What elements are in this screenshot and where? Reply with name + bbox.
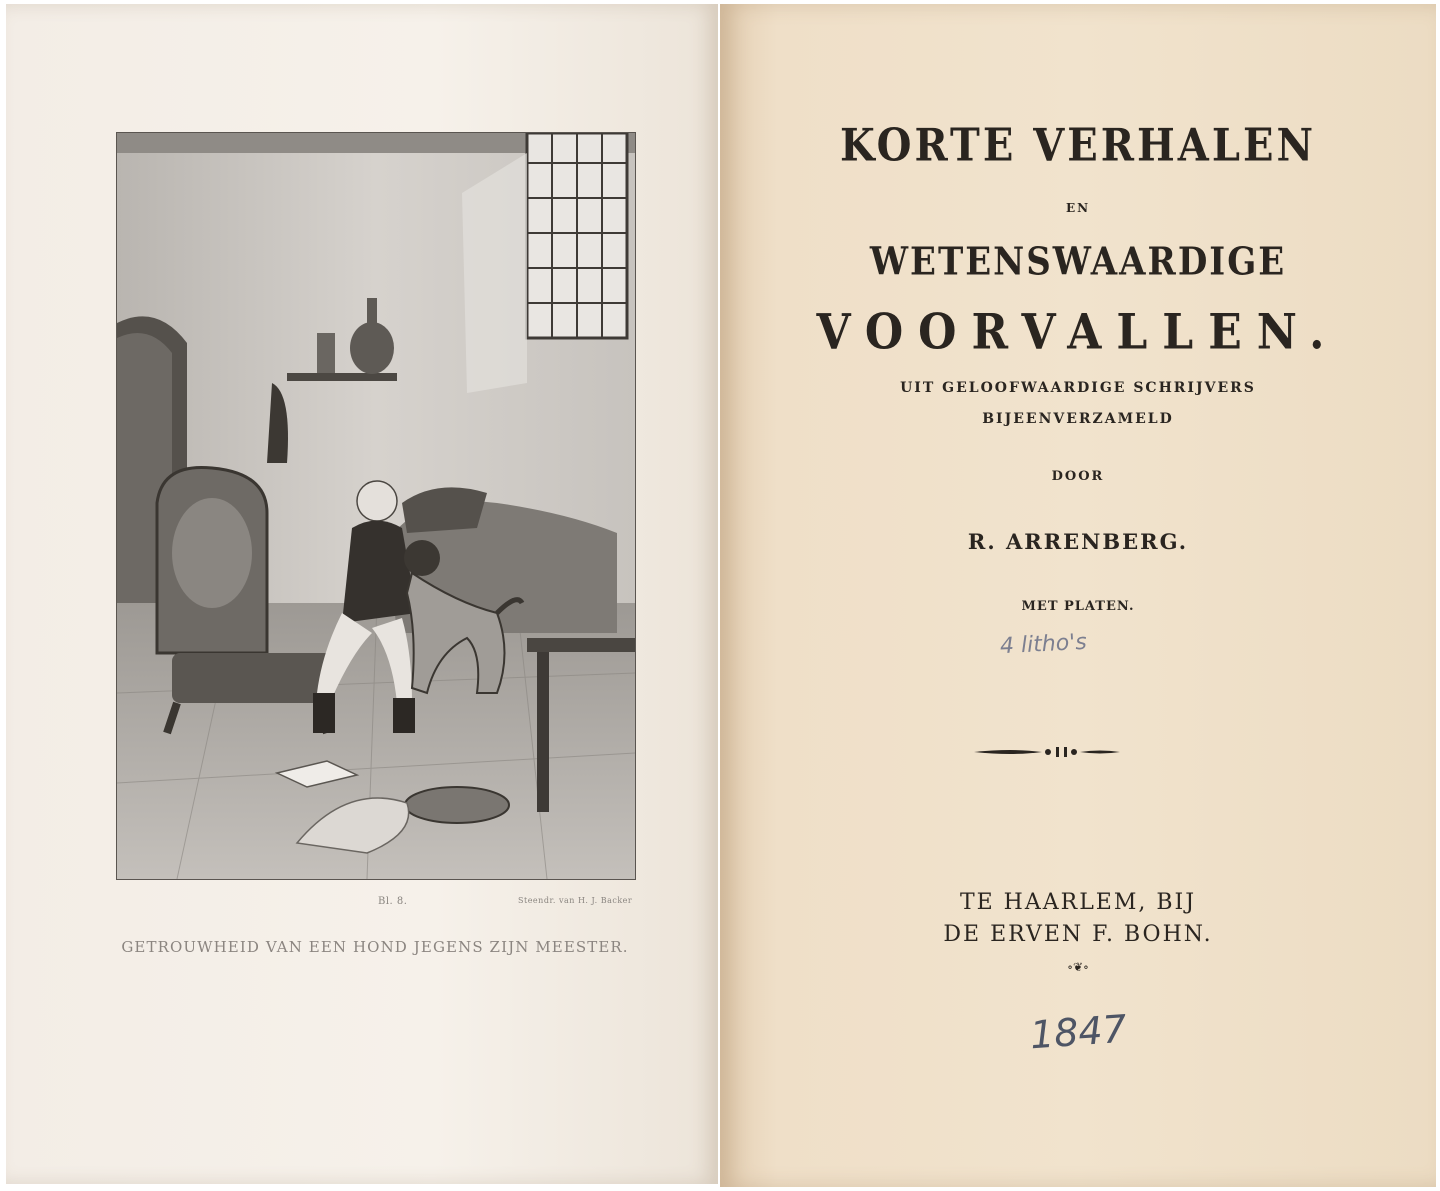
plate-printer-credit: Steendr. van H. J. Backer [518,896,633,905]
subtitle-line-2: BIJEENVERZAMELD [982,411,1174,427]
byline-label: DOOR [1051,469,1105,484]
imprint-ornament: ∘❦∘ [1067,960,1089,974]
plates-note: MET PLATEN. [1021,599,1135,614]
handwritten-year: 1847 [1028,1006,1129,1058]
lithograph-illustration [117,133,635,879]
divider-ornament-icon [972,744,1122,760]
subtitle-line-1: UIT GELOOFWAARDIGE SCHRIJVERS [900,380,1256,396]
author-name: R. ARRENBERG. [967,529,1189,554]
lithograph-plate [116,132,636,880]
title-line-3: VOORVALLEN. [816,304,1340,361]
imprint-line-1: TE HAARLEM, BIJ [959,890,1197,915]
plate-caption: GETROUWHEID VAN EEN HOND JEGENS ZIJN MEESTER. [121,938,629,956]
title-conjunction: EN [1065,201,1091,215]
left-page [6,4,718,1184]
plate-number: Bl. 8. [378,896,408,907]
imprint-line-2: DE ERVEN F. BOHN. [943,922,1213,947]
title-line-1: KORTE VERHALEN [839,119,1317,172]
handwritten-note: 4 litho's [999,629,1088,660]
title-line-2: WETENSWAARDIGE [869,239,1287,285]
